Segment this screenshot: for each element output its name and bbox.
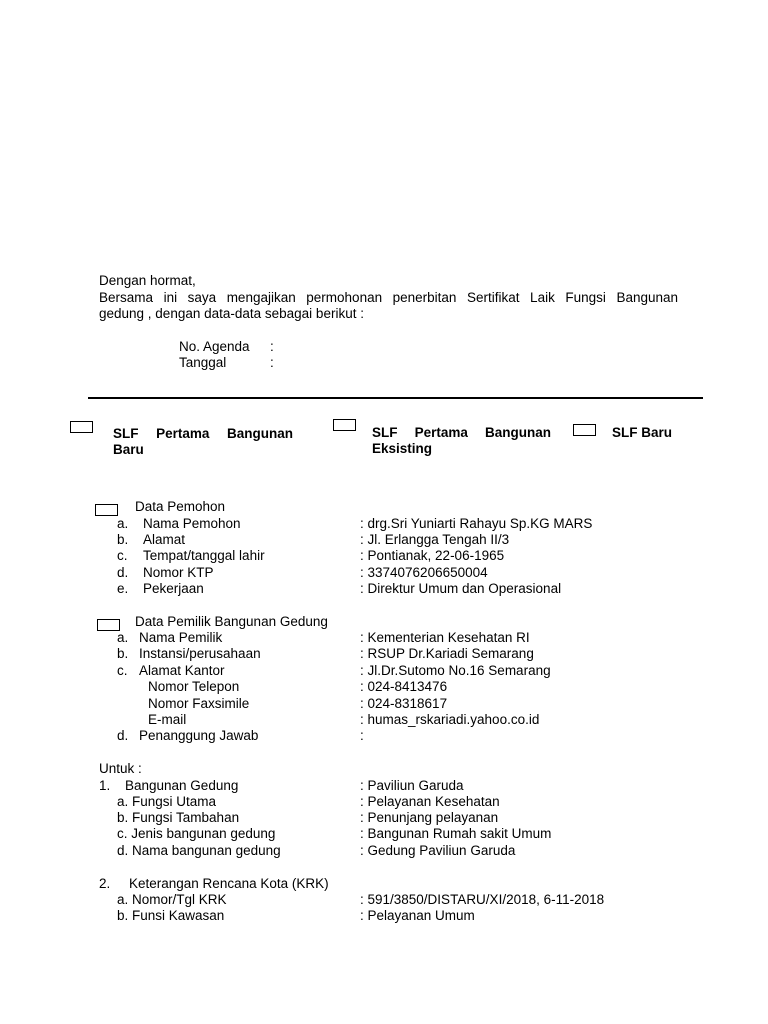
option-slf-existing-checkbox[interactable] — [333, 419, 356, 431]
option-slf-existing-label-2: Eksisting — [372, 441, 433, 456]
owner-marker: b. — [117, 646, 129, 661]
option-slf-new-checkbox[interactable] — [70, 421, 93, 433]
applicant-checkbox[interactable] — [95, 504, 118, 516]
option-slf-renew-checkbox[interactable] — [573, 424, 596, 436]
option-slf-existing-label: SLF Pertama Bangunan — [372, 425, 551, 440]
agenda-colon: : — [270, 339, 274, 354]
intro-line-2: gedung , dengan data-data sebagai berikut : — [99, 306, 364, 321]
section-1-label: Bangunan Gedung — [125, 778, 239, 793]
applicant-label: Tempat/tanggal lahir — [143, 548, 265, 563]
applicant-marker: e. — [117, 581, 129, 596]
section-1-row-label: d. Nama bangunan gedung — [117, 843, 281, 858]
section-1-row-value: : Penunjang pelayanan — [360, 810, 499, 825]
applicant-label: Alamat — [143, 532, 186, 547]
owner-marker: c. — [117, 663, 128, 678]
section-1-row-label: b. Fungsi Tambahan — [117, 810, 240, 825]
owner-value: : — [360, 728, 364, 743]
date-colon: : — [270, 355, 274, 370]
applicant-value: : drg.Sri Yuniarti Rahayu Sp.KG MARS — [360, 516, 593, 531]
applicant-marker: d. — [117, 565, 129, 580]
owner-marker: a. — [117, 630, 129, 645]
section-1-row-value: : Bangunan Rumah sakit Umum — [360, 826, 552, 841]
greeting: Dengan hormat, — [99, 273, 196, 288]
section-1-row-label: a. Fungsi Utama — [117, 794, 217, 809]
owner-value: : 024-8318617 — [360, 696, 448, 711]
applicant-marker: b. — [117, 532, 129, 547]
section-1-value: : Paviliun Garuda — [360, 778, 464, 793]
section-2-number: 2. — [99, 876, 111, 891]
applicant-label: Nama Pemohon — [143, 516, 241, 531]
section-1-row-label: c. Jenis bangunan gedung — [117, 826, 276, 841]
owner-label: Penanggung Jawab — [139, 728, 259, 743]
option-slf-new-label-2: Baru — [113, 442, 144, 457]
owner-label: E-mail — [148, 712, 187, 727]
applicant-value: : 3374076206650004 — [360, 565, 488, 580]
section-2-row-label: a. Nomor/Tgl KRK — [117, 892, 227, 907]
owner-marker: d. — [117, 728, 129, 743]
owner-label: Alamat Kantor — [139, 663, 225, 678]
option-slf-renew-label: SLF Baru — [612, 425, 673, 440]
section-2-row-value: : 591/3850/DISTARU/XI/2018, 6-11-2018 — [360, 892, 605, 907]
section-1-number: 1. — [99, 778, 111, 793]
section-2-label: Keterangan Rencana Kota (KRK) — [129, 876, 329, 891]
owner-value: : humas_rskariadi.yahoo.co.id — [360, 712, 540, 727]
owner-label: Nama Pemilik — [139, 630, 223, 645]
applicant-value: : Pontianak, 22-06-1965 — [360, 548, 505, 563]
section-1-row-value: : Gedung Paviliun Garuda — [360, 843, 516, 858]
owner-heading: Data Pemilik Bangunan Gedung — [135, 614, 328, 629]
applicant-value: : Direktur Umum dan Operasional — [360, 581, 562, 596]
applicant-marker: c. — [117, 548, 128, 563]
owner-value: : Jl.Dr.Sutomo No.16 Semarang — [360, 663, 551, 678]
section-2-row-value: : Pelayanan Umum — [360, 908, 475, 923]
applicant-label: Pekerjaan — [143, 581, 204, 596]
owner-value: : 024-8413476 — [360, 679, 448, 694]
option-slf-new-label: SLF Pertama Bangunan — [113, 426, 293, 441]
horizontal-rule — [88, 397, 703, 399]
agenda-label: No. Agenda — [179, 339, 250, 354]
applicant-heading: Data Pemohon — [135, 499, 226, 514]
owner-value: : RSUP Dr.Kariadi Semarang — [360, 646, 534, 661]
applicant-label: Nomor KTP — [143, 565, 214, 580]
section-1-row-value: : Pelayanan Kesehatan — [360, 794, 500, 809]
owner-value: : Kementerian Kesehatan RI — [360, 630, 530, 645]
applicant-value: : Jl. Erlangga Tengah II/3 — [360, 532, 510, 547]
date-label: Tanggal — [179, 355, 227, 370]
owner-label: Nomor Telepon — [148, 679, 240, 694]
applicant-marker: a. — [117, 516, 129, 531]
owner-label: Nomor Faxsimile — [148, 696, 250, 711]
purpose-heading: Untuk : — [99, 761, 142, 776]
intro-line-1: Bersama ini saya mengajikan permohonan penerbitan Sertifikat Laik Fungsi Bangunan — [99, 290, 678, 305]
section-2-row-label: b. Funsi Kawasan — [117, 908, 225, 923]
owner-label: Instansi/perusahaan — [139, 646, 261, 661]
